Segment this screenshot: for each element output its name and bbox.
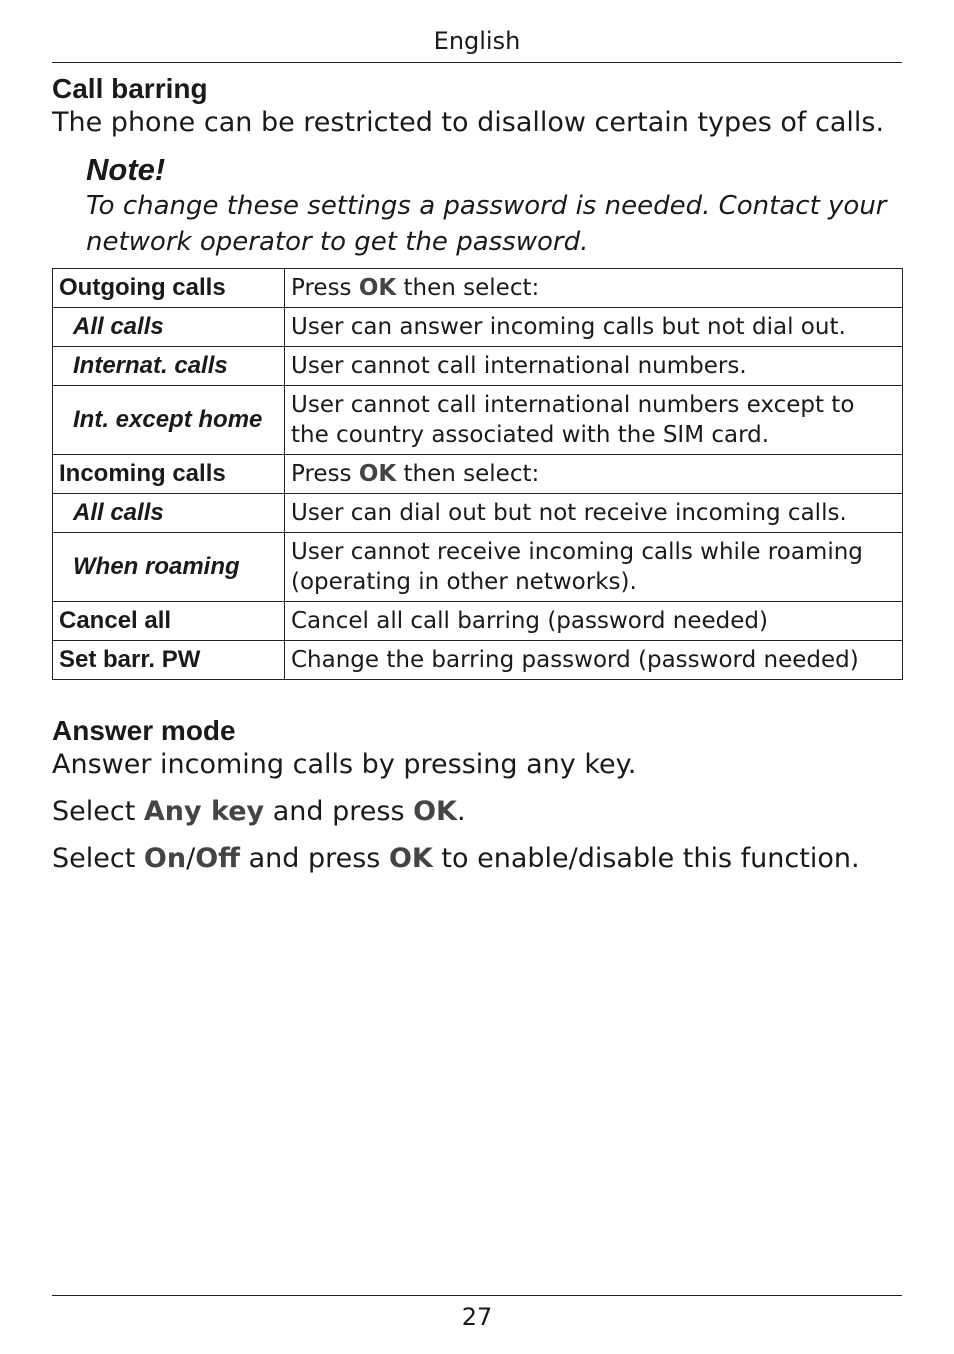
table-row <box>53 269 903 308</box>
option-name: All calls <box>53 494 285 533</box>
key-label-ok: OK <box>388 843 433 874</box>
table-row <box>53 455 903 494</box>
key-label-ok: OK <box>358 275 397 301</box>
answer-mode-step-1 <box>52 795 902 829</box>
page-content <box>52 72 902 876</box>
table-row <box>53 308 903 347</box>
option-description: Change the barring password (password needed) <box>285 641 903 680</box>
table-row <box>53 494 903 533</box>
header-divider <box>52 62 902 63</box>
step-text: Select <box>52 843 144 874</box>
footer-divider <box>52 1295 902 1296</box>
option-description: User can answer incoming calls but not dial out. <box>285 308 903 347</box>
table-row <box>53 347 903 386</box>
description-text: Press <box>291 461 359 487</box>
option-description: Cancel all call barring (password needed) <box>285 602 903 641</box>
option-name: Internat. calls <box>53 347 285 386</box>
call-barring-section <box>52 72 902 680</box>
page-header-language: English <box>433 27 521 55</box>
note-text: To change these settings a password is needed. Contact your network operator to get the password. <box>86 191 887 257</box>
key-label-ok: OK <box>358 461 397 487</box>
call-barring-intro: The phone can be restricted to disallow certain types of calls. <box>52 107 885 138</box>
answer-mode-intro: Answer incoming calls by pressing any key. <box>52 749 637 780</box>
step-text: and press <box>240 843 389 874</box>
option-description: User cannot call international numbers except to the country associated with the SIM card. <box>285 386 903 455</box>
option-description: User cannot call international numbers. <box>285 347 903 386</box>
option-name: Set barr. PW <box>53 641 285 680</box>
call-barring-table <box>52 268 903 680</box>
option-name: Incoming calls <box>53 455 285 494</box>
step-text: Select <box>52 796 144 827</box>
key-label-on: On <box>143 843 187 874</box>
option-description <box>285 269 903 308</box>
option-name: Cancel all <box>53 602 285 641</box>
step-text: / <box>186 843 196 874</box>
table-row <box>53 641 903 680</box>
table-row <box>53 602 903 641</box>
answer-mode-step-2 <box>52 842 902 876</box>
page-number: 27 <box>461 1303 493 1331</box>
table-row <box>53 533 903 602</box>
answer-mode-section <box>52 714 902 876</box>
call-barring-title: Call barring <box>52 73 208 104</box>
table-row <box>53 386 903 455</box>
option-description: User can dial out but not receive incoming calls. <box>285 494 903 533</box>
description-text: then select: <box>396 461 540 487</box>
step-text: and press <box>264 796 414 827</box>
note-box <box>86 152 902 260</box>
description-text: Press <box>291 275 359 301</box>
option-name: Int. except home <box>53 386 285 455</box>
description-text: then select: <box>396 275 540 301</box>
option-name: All calls <box>53 308 285 347</box>
key-label-off: Off <box>195 843 241 874</box>
key-label-any-key: Any key <box>143 796 265 827</box>
key-label-ok: OK <box>413 796 457 827</box>
option-name: Outgoing calls <box>53 269 285 308</box>
step-text: to enable/disable this function. <box>432 843 860 874</box>
step-text: . <box>456 796 466 827</box>
note-title: Note! <box>86 152 166 187</box>
answer-mode-title: Answer mode <box>52 715 236 746</box>
option-description <box>285 455 903 494</box>
option-name: When roaming <box>53 533 285 602</box>
option-description: User cannot receive incoming calls while roaming (operating in other networks). <box>285 533 903 602</box>
